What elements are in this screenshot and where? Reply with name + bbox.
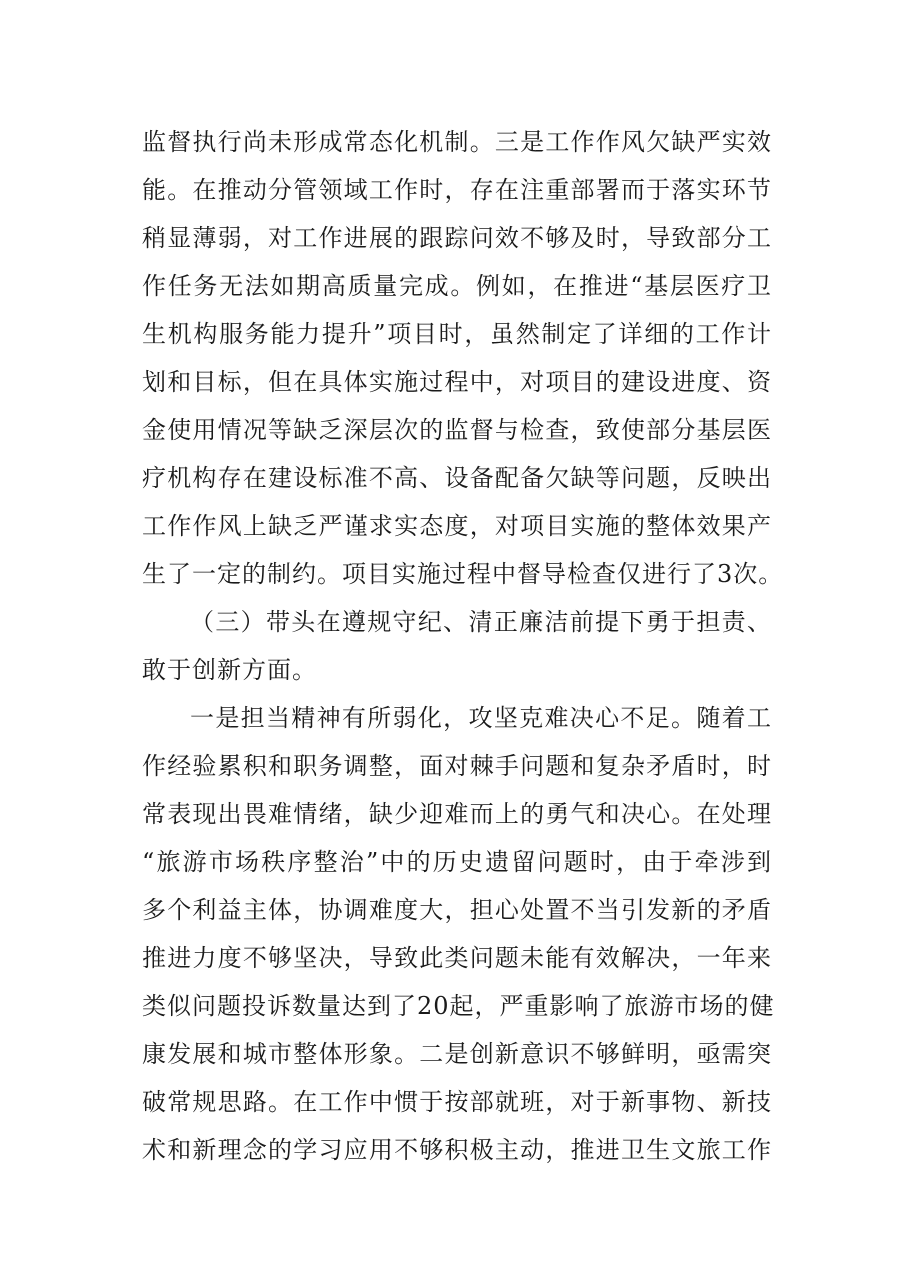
text-line: 一是担当精神有所弱化，攻坚克难决心不足。随着工	[190, 704, 772, 732]
text-line: 监督执行尚未形成常态化机制。三是工作作风欠缺严实效	[142, 128, 772, 156]
section-heading-line: 敢于创新方面。	[142, 656, 317, 684]
text-line: 生了一定的制约。项目实施过程中督导检查仅进行了3次。	[142, 560, 784, 588]
text-line: 康发展和城市整体形象。二是创新意识不够鲜明，亟需突	[142, 1040, 772, 1068]
text-line: 作经验累积和职务调整，面对棘手问题和复杂矛盾时，时	[142, 752, 772, 780]
section-heading-line: （三）带头在遵规守纪、清正廉洁前提下勇于担责、	[190, 608, 772, 636]
text-line: 工作作风上缺乏严谨求实态度，对项目实施的整体效果产	[142, 512, 772, 540]
text-line: 常表现出畏难情绪，缺少迎难而上的勇气和决心。在处理	[142, 800, 772, 828]
text-line: 类似问题投诉数量达到了20起，严重影响了旅游市场的健	[142, 992, 775, 1020]
text-line: 划和目标，但在具体实施过程中，对项目的建设进度、资	[142, 368, 772, 396]
text-line: 推进力度不够坚决，导致此类问题未能有效解决，一年来	[142, 944, 772, 972]
text-line: 金使用情况等缺乏深层次的监督与检查，致使部分基层医	[142, 416, 772, 444]
text-line: 稍显薄弱，对工作进展的跟踪问效不够及时，导致部分工	[142, 224, 772, 252]
text-line: 术和新理念的学习应用不够积极主动，推进卫生文旅工作	[142, 1136, 772, 1164]
text-line: 多个利益主体，协调难度大，担心处置不当引发新的矛盾	[142, 896, 772, 924]
text-line: “旅游市场秩序整治”中的历史遗留问题时，由于牵涉到	[142, 848, 772, 876]
text-line: 生机构服务能力提升”项目时，虽然制定了详细的工作计	[142, 320, 772, 348]
text-line: 能。在推动分管领域工作时，存在注重部署而于落实环节	[142, 176, 772, 204]
text-line: 破常规思路。在工作中惯于按部就班，对于新事物、新技	[142, 1088, 772, 1116]
text-line: 作任务无法如期高质量完成。例如，在推进“基层医疗卫	[142, 272, 772, 300]
text-line: 疗机构存在建设标准不高、设备配备欠缺等问题，反映出	[142, 464, 772, 492]
